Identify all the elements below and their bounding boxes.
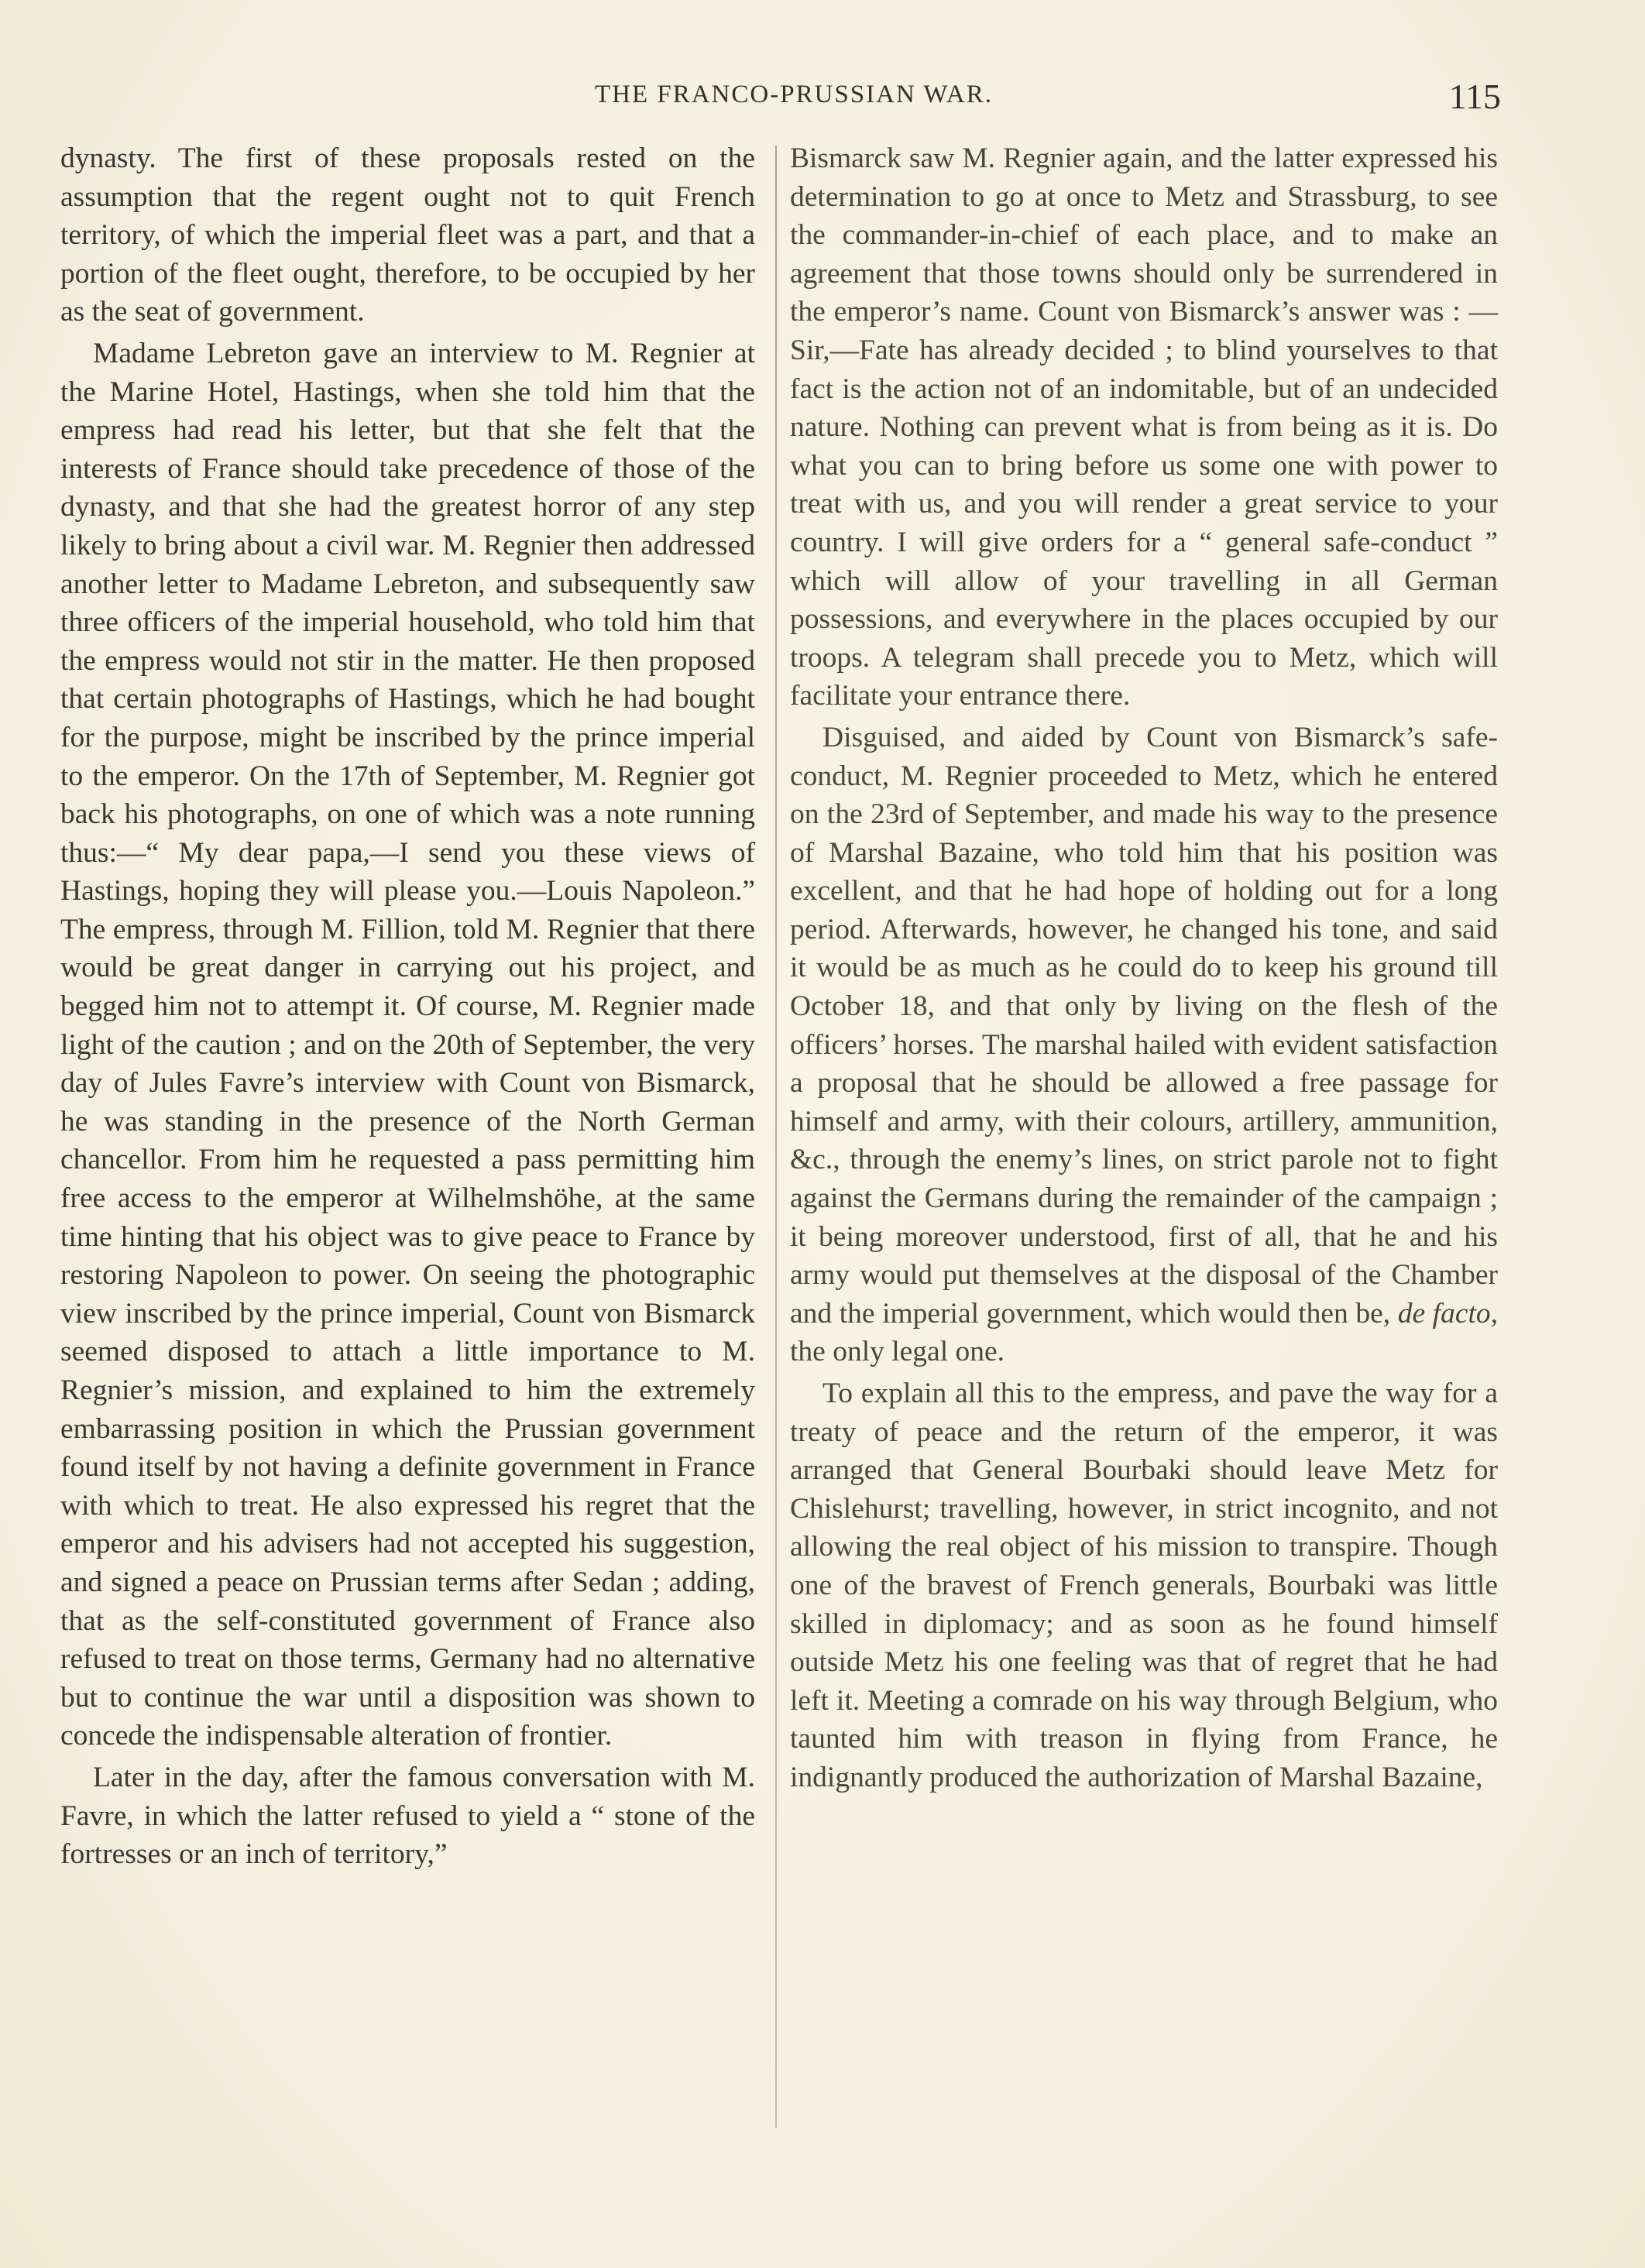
paragraph-bourbaki: To explain all this to the empress, and pave the way for a treaty of peace and the return of the emperor, it was arranged that General Bourbaki should leave Metz for Chislehurst; travelling, however, in strict incognito, and not allowing the real object of his mission to transpire. Though one of the bravest of French generals, Bourbaki was little skilled in diplomacy; and as soon as he found himself outside Metz his one feeling was that of regret that he had left it. Meeting a comrade on his way through Belgium, who taunted him with treason in flying from France, he indignantly produced the authorization of Marshal Bazaine, — [790, 1378, 1498, 1793]
paragraph-bazaine-metz — [790, 719, 1498, 1371]
page-header — [56, 76, 1501, 122]
paragraph-text: Disguised, and aided by Count von Bismarck’s safe-conduct, M. Regnier proceeded to Metz, which he entered on the 23rd of September, and made his way to the presence of Marshal Bazaine, who told him that his position was excellent, and that he had hope of holding out for a long period. Afterwards, however, he changed his tone, and said it would be as much as he could do to keep his ground till October 18, and that only by living on the flesh of the officers’ horses. The marshal hailed with evident satisfaction a proposal that he should be allowed a free passage for himself and army, with their colours, artillery, ammunition, &c., through the enemy’s lines, on strict parole not to fight against the Germans during the remainder of the campaign ; it being moreover understood, first of all, that he and his army would put themselves at the disposal of the Chamber and the imperial government, which would then be, — [790, 721, 1498, 1330]
left-column — [60, 139, 755, 1877]
paragraph-continued: dynasty. The first of these proposals rested on the assumption that the regent ought not to quit French territory, of which the imperial fleet was a part, and that a portion of the fleet ought, therefore, to be occupied by her as the seat of government. — [60, 142, 755, 328]
italic-phrase: de facto, — [1397, 1297, 1499, 1330]
paragraph-lebreton-interview: Madame Lebreton gave an interview to M. Regnier at the Marine Hotel, Hastings, when she told him that the empress had read his letter, but that she felt that the interests of France should take precedence of those of the dynasty, and that she had the greatest horror of any step likely to bring about a civil war. M. Regnier then addressed another letter to Madame Lebreton, and subsequently saw three officers of the imperial household, who told him that the empress would not stir in the matter. He then proposed that certain photographs of Hastings, which he had bought for the purpose, might be inscribed by the prince imperial to the emperor. On the 17th of September, M. Regnier got back his photographs, on one of which was a note running thus:—“ My dear papa,—I send you these views of Hastings, hoping they will please you.—Louis Napoleon.” The empress, through M. Fillion, told M. Regnier that there would be great danger in carrying out his project, and begged him not to attempt it. Of course, M. Regnier made light of the caution ; and on the 20th of September, the very day of Jules Favre’s interview with Count von Bismarck, he was standing in the presence of the North German chancellor. From him he requested a pass permitting him free access to the emperor at Wilhelmshöhe, at the same time hinting that his object was to give peace to France by restoring Napoleon to power. On seeing the photographic view inscribed by the prince imperial, Count von Bismarck seemed disposed to attach a little importance to M. Regnier’s mission, and explained to him the extremely embarrassing position in which the Prussian government found itself by not having a definite government in France with which to treat. He also expressed his regret that the emperor and his advisers had not accepted his suggestion, and signed a peace on Prussian terms after Sedan ; adding, that as the self-constituted government of France also refused to treat on those terms, Germany had no alternative but to continue the war until a disposition was shown to concede the indispensable alteration of frontier. — [60, 337, 755, 1752]
page-number: 115 — [1448, 77, 1501, 116]
paragraph-text-end: the only legal one. — [790, 1336, 1005, 1368]
column-divider — [775, 146, 777, 2128]
running-title: THE FRANCO-PRUSSIAN WAR. — [594, 81, 994, 108]
paragraph-bismarck-answer: Bismarck saw M. Regnier again, and the latter expressed his determination to go at once to Metz and Strassburg, to see the commander-in-chief of each place, and to make an agreement that those towns should only be surrendered in the emperor’s name. Count von Bismarck’s answer was : — Sir,—Fate has already decided ; to blind yourselves to that fact is the action not of an indomitable, but of an undecided nature. Nothing can prevent what is from being as it is. Do what you can to bring before us some one with power to treat with us, and you will render a great service to your country. I will give orders for a “ general safe-conduct ” which will allow of your travelling in all German possessions, and everywhere in the places occupied by our troops. A telegram shall precede you to Metz, which will facilitate your entrance there. — [790, 142, 1498, 712]
right-column — [790, 139, 1498, 1800]
paragraph-later-in-the-day: Later in the day, after the famous conversation with M. Favre, in which the latter refused to yield a “ stone of the fortresses or an inch of territory,” — [60, 1761, 755, 1871]
